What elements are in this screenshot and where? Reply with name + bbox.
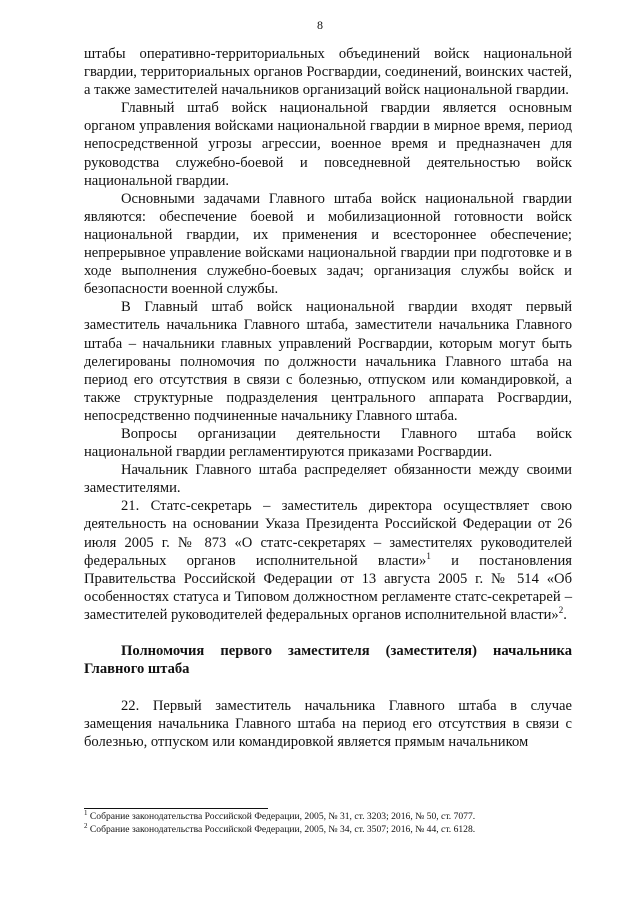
footnote [84,821,572,837]
footnote-text: Собрание законодательства Российской Федерации, 2005, № 31, ст. 3203; 2016, № 50, ст. 7077. [87,811,476,822]
paragraph: Начальник Главного штаба распределяет обязанности между своими заместителями. [84,462,572,497]
footnote-number: 1 [84,808,88,817]
footnote-number: 2 [84,821,88,830]
section-heading: Полномочия первого заместителя (заместителя) начальника Главного штаба [84,643,572,678]
paragraph: Главный штаб войск национальной гвардии является основным органом управления войсками национальной гвардии в мирное время, период непосредственной угрозы агрессии, военное время и предназначен для руководства служебно-боевой и повседневной деятельностью войск национальной гвардии. [84,100,572,189]
footnote-divider [84,808,268,809]
paragraph: В Главный штаб войск национальной гвардии входят первый заместитель начальника Главного штаба, заместители начальника Главного штаба – начальники главных управлений Росгвардии, которым могут быть делегированы полномочия по должности начальника Главного штаба на период его отсутствия в связи с болезнью, отпуском или командировкой, а также структурные подразделения центрального аппарата Росгвардии, непосредственно подчиненные начальнику Главного штаба. [84,299,572,424]
footnote [84,808,572,824]
paragraph: Вопросы организации деятельности Главного штаба войск национальной гвардии регламентируются приказами Росгвардии. [84,425,572,461]
paragraph-21-part2: и постановления Правительства Российской Федерации от 13 августа 2005 г. № 514 «Об особенностях статуса и Типовом должностном регламенте статс-секретарей – заместителей руководителей федеральных органов исполнительной власти» [84,552,572,623]
paragraph-21-part1: 21. Статс-секретарь – заместитель директора осуществляет свою деятельность на основании Указа Президента Российской Федерации от 26 июля 2005 г. № 873 «О статс-секретарях – заместителях руководителей федеральных органов исполнительной власти» [84,498,572,569]
paragraph-22: 22. Первый заместитель начальника Главного штаба в случае замещения начальника Главного штаба на период его отсутствия в связи с болезнью, отпуском или командировкой является прямым начальником [84,698,572,751]
paragraph-21-part3: . [563,606,567,623]
paragraph: Основными задачами Главного штаба войск национальной гвардии являются: обеспечение боевой и мобилизационной готовности войск национальной гвардии, их применения и всестороннее обеспечение; непрерывное управление войсками национальной гвардии при подготовке и в ходе выполнения служебно-боевых задач; организация службы войск и безопасности военной службы. [84,190,572,298]
footnotes [84,808,572,836]
paragraph-21 [84,497,572,624]
page-number: 8 [317,18,323,32]
body-text [84,45,572,751]
footnote-ref-1: 1 [426,550,431,561]
paragraph: штабы оперативно-территориальных объединений войск национальной гвардии, территориальных органов Росгвардии, соединений, воинских частей, а также заместителей начальников организаций войск национальной гвардии. [84,46,572,99]
footnote-ref-2: 2 [558,605,564,616]
footnote-text: Собрание законодательства Российской Федерации, 2005, № 34, ст. 3507; 2016, № 44, ст. 6128. [87,823,476,835]
